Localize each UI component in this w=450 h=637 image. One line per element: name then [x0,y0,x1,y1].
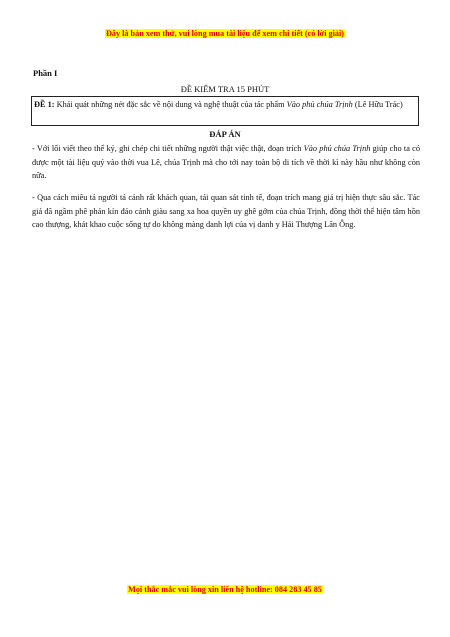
hotline-notice-text: Mọi thắc mắc vui lòng xin liên hệ hotline: 084 283 45 85 [128,585,322,594]
question-box [31,96,419,126]
question-text-before: Khái quát những nét đặc sắc về nội dung và nghệ thuật của tác phẩm [54,100,287,109]
section-label: Phần I [33,68,58,78]
answer-paragraph-1-before: - Với lối viết theo thể ký, ghi chép chi tiết những người thật việc thật, đoạn trích [32,144,304,153]
answer-title: ĐÁP ÁN [209,129,241,139]
question-label: ĐỀ 1: [34,100,55,109]
hotline-notice [0,585,450,594]
exam-title: ĐỀ KIỂM TRA 15 PHÚT [180,84,270,94]
answer-paragraph-1 [32,142,420,183]
question-work-title: Vào phủ chúa Trịnh [286,100,353,109]
answer-paragraph-2: - Qua cách miêu tả người tả cảnh rất khách quan, tái quan sát tinh tế, đoạn trích mang giá trị hiện thực sâu sắc. Tác giả đã ngầm phê phán kín đáo cảnh giàu sang xa hoa quyền uy ghê gớm của chúa Trịnh, đồng thời thể hiện tâm hồn cao thượng, khát khao cuộc sống tự do không màng danh lợi của vị danh y Hải Thượng Lãn Ông. [32,193,420,229]
preview-notice-text: Đây là bản xem thử, vui lòng mua tài liệu để xem chi tiết (có lời giải) [105,29,344,38]
question-text-after: (Lê Hữu Trác) [352,100,403,109]
answer-paragraph-1-work-title: Vào phủ chúa Trịnh [303,144,371,153]
answer-paragraph-1-after: giúp cho ta có được một tài liệu quý vào thời vua Lê, chúa Trịnh mà cho tới nay toàn bộ di tích về thời kì này hầu như không còn nữa. [32,144,420,180]
preview-notice [0,29,450,38]
